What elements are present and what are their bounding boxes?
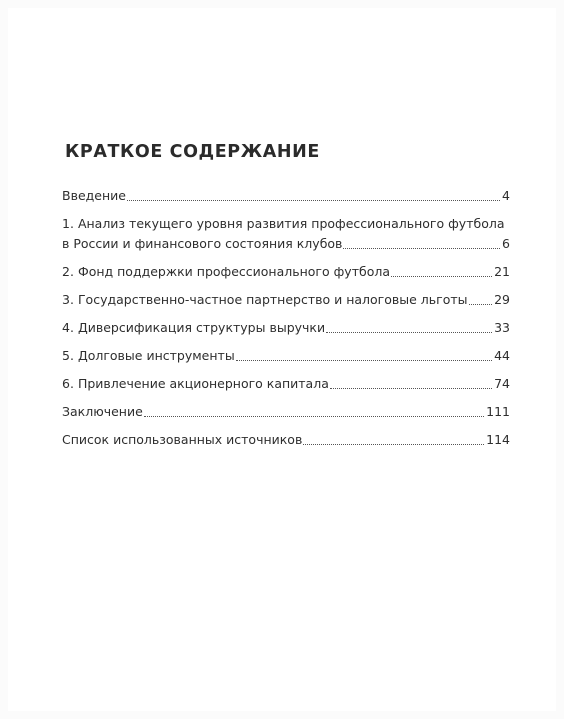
toc-entry-title [62,290,468,310]
toc-entry-references[interactable] [62,430,510,450]
toc-entry-title: Заключение [62,404,143,419]
dot-leader [330,388,492,389]
toc-entry-page: 6 [502,236,510,251]
toc-entry-title [62,374,329,394]
toc-entry-introduction[interactable] [62,186,510,206]
toc-entry-chapter-5[interactable] [62,346,510,366]
toc-entry-title: Список использованных источников [62,432,303,447]
toc-entry-number: 6. [62,376,74,391]
toc-entry-number: 5. [62,348,74,363]
toc-entry-title-text: Государственно-частное партнерство и налоговые льготы [77,292,468,307]
toc-entry-number: 4. [62,320,74,335]
toc-entry-title-text: Долговые инструменты [77,348,235,363]
toc-entry-chapter-1[interactable] [62,214,510,254]
toc-entry-title [62,214,510,234]
toc-entry-page: 33 [494,320,510,335]
toc-entry-title-text: Диверсификация структуры выручки [77,320,326,335]
dot-leader [326,332,492,333]
dot-leader [343,248,500,249]
toc-entry-title-line2: в России и финансового состояния клубов [62,236,343,251]
page-title: КРАТКОЕ СОДЕРЖАНИЕ [65,142,320,162]
toc-entry-title-text: Привлечение акционерного капитала [77,376,329,391]
dot-leader [303,444,484,445]
toc-entry-page: 21 [494,264,510,279]
toc-entry-page: 44 [494,348,510,363]
toc-entry-title [62,318,325,338]
toc-entry-number: 3. [62,292,74,307]
toc-entry-conclusion[interactable] [62,402,510,422]
dot-leader [391,276,492,277]
dot-leader [236,360,492,361]
toc-entry-title: Введение [62,188,126,203]
toc-entry-title [62,346,235,366]
toc-entry-page: 74 [494,376,510,391]
dot-leader [469,304,493,305]
toc-entry-chapter-2[interactable] [62,262,510,282]
toc-entry-page: 4 [502,188,510,203]
dot-leader [127,200,500,201]
toc-entry-chapter-4[interactable] [62,318,510,338]
toc-entry-number: 2. [62,264,74,279]
toc-entry-chapter-3[interactable] [62,290,510,310]
toc-entry-number: 1. [62,216,74,231]
dot-leader [144,416,484,417]
toc-entry-title-line1: Анализ текущего уровня развития профессионального футбола [77,216,505,231]
toc-entry-title-text: Фонд поддержки профессионального футбола [77,264,390,279]
toc-entry-page: 29 [494,292,510,307]
toc-entry-chapter-6[interactable] [62,374,510,394]
toc-entry-title [62,262,390,282]
toc-entry-page: 114 [486,432,510,447]
table-of-contents [62,186,510,458]
toc-entry-page: 111 [486,404,510,419]
